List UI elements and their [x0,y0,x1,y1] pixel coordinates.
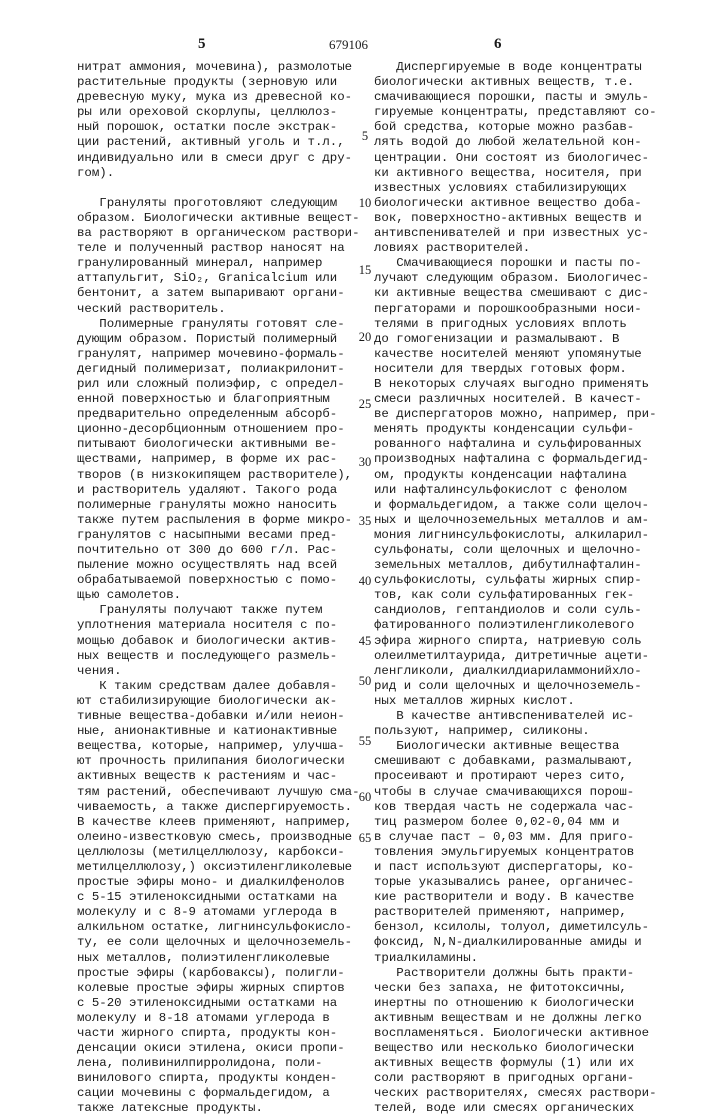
text-line: ленгликоли, диалкилдиариламмонийхло- [374,664,674,679]
text-line: торые указывались ранее, органичес- [374,875,674,890]
text-line: образом. Биологически активные вещест- [77,211,369,226]
text-line: енной поверхностью и благоприятным [77,392,369,407]
text-line: менять продукты конденсации сульфи- [374,422,674,437]
text-line: ческих растворителях, смесях раствори- [374,1086,674,1101]
text-line: и паст используют диспергаторы, ко- [374,860,674,875]
text-line: олеино-известковую смесь, производные [77,830,369,845]
text-line: нитрат аммония, мочевина), размолотые [77,60,369,75]
text-line: теле и полученный раствор наносят на [77,241,369,256]
text-line: носители для твердых готовых форм. [374,362,674,377]
text-line: Грануляты проготовляют следующим [77,196,369,211]
text-line: ции растений, активный уголь и т.л., [77,135,369,150]
line-number-marker: 35 [352,514,378,529]
patent-page [0,0,707,1000]
text-line: ва растворяют в органическом раствори- [77,226,369,241]
text-line: Растворители должны быть практи- [374,966,674,981]
line-number-marker: 45 [352,634,378,649]
left-text-column [77,60,369,1117]
text-line: Грануляты получают также путем [77,603,369,618]
text-line: пользуют, например, силиконы. [374,724,674,739]
line-number-marker: 20 [352,330,378,345]
text-line: лучают следующим образом. Биологичес- [374,271,674,286]
text-line: биологически активное вещество доба- [374,196,674,211]
text-line: сандиолов, гептандиолов и соли суль- [374,603,674,618]
text-line: растворителей применяют, например, [374,905,674,920]
line-number-marker: 55 [352,734,378,749]
text-line: аттапульгит, SiO₂, Granicalcium или [77,271,369,286]
text-line: гируемые концентраты, представляют со- [374,105,674,120]
text-line: ом, продукты конденсации нафталина [374,468,674,483]
text-line: простые эфиры моно- и диалкилфенолов [77,875,369,890]
text-line: метилцеллюлозу,) оксиэтиленгликолевые [77,860,369,875]
text-line: соли растворяют в пригодных органи- [374,1071,674,1086]
text-line: биологически активных веществ, т.е. [374,75,674,90]
text-line: ных и щелочноземельных металлов и ам- [374,513,674,528]
text-line: мощью добавок и биологически актив- [77,634,369,649]
text-line: бентонит, а затем выпаривают органи- [77,286,369,301]
text-line: гранулированный минерал, например [77,256,369,271]
text-line: с 5-20 этиленоксидными остатками на [77,996,369,1011]
text-line: сульфокислоты, сульфаты жирных спир- [374,573,674,588]
text-line: смачивающиеся порошки, пасты и эмуль- [374,90,674,105]
text-line: В качестве антивспенивателей ис- [374,709,674,724]
text-line: растительные продукты (зерновую или [77,75,369,90]
text-line: вещество или несколько биологически [374,1041,674,1056]
text-line: качестве носителей меняют упомянутые [374,347,674,362]
text-line: активным веществам и не должны легко [374,1011,674,1026]
text-line: ки активного вещества, носителя, при [374,166,674,181]
line-number-marker: 65 [352,831,378,846]
patent-number: 679106 [329,37,368,53]
text-line: В качестве клеев применяют, например, [77,815,369,830]
text-line: почтительно от 300 до 600 г/л. Рас- [77,543,369,558]
text-line: мония лигнинсульфокислоты, алкиларил- [374,528,674,543]
text-line: ют стабилизирующие биологически ак- [77,694,369,709]
text-line: ных металлов, полиэтиленгликолевые [77,951,369,966]
text-line: винилового спирта, продукты конден- [77,1071,369,1086]
line-number-marker: 10 [352,196,378,211]
text-line: тиц размером более 0,02-0,04 мм и [374,815,674,830]
text-line: и растворитель удаляют. Такого рода [77,483,369,498]
text-line: ных веществ и последующего размель- [77,649,369,664]
text-line: ществами, например, в форме их рас- [77,452,369,467]
line-number-marker: 60 [352,790,378,805]
text-line: активных веществ формулы (1) или их [374,1056,674,1071]
text-line: чения. [77,664,369,679]
text-line: просеивают и протирают через сито, [374,769,674,784]
line-number-marker: 5 [352,129,378,144]
text-line: денсации окиси этилена, окиси пропи- [77,1041,369,1056]
text-line: Биологически активные вещества [374,739,674,754]
text-line: дегидный полимеризат, полиакрилонит- [77,362,369,377]
text-line: рид и соли щелочных и щелочноземель- [374,679,674,694]
text-line: олеилметилтаурида, дитретичные ацети- [374,649,674,664]
text-line: бензол, ксилолы, толуол, диметилсуль- [374,920,674,935]
text-line: сации мочевины с формальдегидом, а [77,1086,369,1101]
text-line: молекулу и 8-18 атомами углерода в [77,1011,369,1026]
text-line: тов, как соли сульфатированных гек- [374,588,674,603]
text-line: фоксид, N,N-диалкилированные амиды и [374,935,674,950]
text-line: до гомогенизации и размалывают. В [374,332,674,347]
text-line: рованного нафталина и сульфированных [374,437,674,452]
text-line: ков твердая часть не содержала час- [374,800,674,815]
text-line: инертны по отношению к биологически [374,996,674,1011]
text-line: питывают биологически активными ве- [77,437,369,452]
text-line: кие растворители и воду. В качестве [374,890,674,905]
text-line: и формальдегидом, а также соли щелоч- [374,498,674,513]
text-line: Смачивающиеся порошки и пасты по- [374,256,674,271]
text-line: также латексные продукты. [77,1101,369,1116]
text-line: ных металлов жирных кислот. [374,694,674,709]
text-line: полимерные грануляты можно наносить [77,498,369,513]
text-line: или нафталинсульфокислот с фенолом [374,483,674,498]
text-line: творов (в низкокипящем растворителе), [77,468,369,483]
text-line: тивные вещества-добавки и/или неион- [77,709,369,724]
text-line: с 5-15 этиленоксидными остатками на [77,890,369,905]
text-line: пергаторами и порошкообразными носи- [374,302,674,317]
text-line: древесную муку, мука из древесной ко- [77,90,369,105]
text-line: чески без запаха, не фитотоксичны, [374,981,674,996]
text-line: в случае паст – 0,03 мм. Для приго- [374,830,674,845]
text-line: производных нафталина с формальдегид- [374,452,674,467]
text-line: ки активные вещества смешивают с дис- [374,286,674,301]
page-number-right: 6 [494,36,502,53]
text-line: бой средства, которые можно разбав- [374,120,674,135]
text-line [77,181,369,196]
text-line: Диспергируемые в воде концентраты [374,60,674,75]
text-line: простые эфиры (карбоваксы), полигли- [77,966,369,981]
text-line: лять водой до любой желательной кон- [374,135,674,150]
text-line: чтобы в случае смачивающихся порош- [374,785,674,800]
text-line: алкильном остатке, лигнинсульфокисло- [77,920,369,935]
text-line: товления эмульгируемых концентратов [374,845,674,860]
text-line: ловиях растворителей. [374,241,674,256]
text-line: гом). [77,166,369,181]
text-line: вок, поверхностно-активных веществ и [374,211,674,226]
line-number-marker: 40 [352,574,378,589]
text-line: чиваемость, а также диспергируемость. [77,800,369,815]
text-line: известных условиях стабилизирующих [374,181,674,196]
text-line: гранулятов с насыпными весами пред- [77,528,369,543]
text-line: обрабатываемой поверхностью с помо- [77,573,369,588]
text-line: центрации. Они состоят из биологичес- [374,151,674,166]
text-line: ный порошок, остатки после экстрак- [77,120,369,135]
text-line: уплотнения материала носителя с по- [77,618,369,633]
text-line: телями в пригодных условиях вплоть [374,317,674,332]
text-line: целлюлозы (метилцеллюлозу, карбокси- [77,845,369,860]
text-line: части жирного спирта, продукты кон- [77,1026,369,1041]
text-line: молекулу и с 8-9 атомами углерода в [77,905,369,920]
text-line: щью самолетов. [77,588,369,603]
text-line: дующим образом. Пористый полимерный [77,332,369,347]
text-line: К таким средствам далее добавля- [77,679,369,694]
text-line: сульфонаты, соли щелочных и щелочно- [374,543,674,558]
text-line: ционно-десорбционным отношением про- [77,422,369,437]
text-line: смешивают с добавками, размалывают, [374,754,674,769]
line-number-marker: 50 [352,674,378,689]
page-number-left: 5 [198,36,206,53]
text-line: ные, анионактивные и катионактивные [77,724,369,739]
text-line: телей, воде или смесях органических [374,1101,674,1116]
text-line: фатированного полиэтиленгликолевого [374,618,674,633]
text-line: воспламеняться. Биологически активное [374,1026,674,1041]
text-line: лена, поливинилпирролидона, поли- [77,1056,369,1071]
text-line: ры или ореховой скорлупы, целлюлоз- [77,105,369,120]
text-line: индивидуально или в смеси друг с дру- [77,151,369,166]
text-line: вещества, которые, например, улучша- [77,739,369,754]
text-line: гранулят, например мочевино-формаль- [77,347,369,362]
text-line: смеси различных носителей. В качест- [374,392,674,407]
line-number-marker: 25 [352,397,378,412]
text-line: триалкиламины. [374,951,674,966]
text-line: В некоторых случаях выгодно применять [374,377,674,392]
text-line: колевые простые эфиры жирных спиртов [77,981,369,996]
text-line: рил или сложный полиэфир, с определ- [77,377,369,392]
text-line: предварительно определенным абсорб- [77,407,369,422]
text-line: земельных металлов, дибутилнафталин- [374,558,674,573]
text-line: также путем распыления в форме микро- [77,513,369,528]
text-line: эфира жирного спирта, натриевую соль [374,634,674,649]
text-line: ве диспергаторов можно, например, при- [374,407,674,422]
text-line: антивспенивателей и при известных ус- [374,226,674,241]
text-line: пыление можно осуществлять над всей [77,558,369,573]
text-line: ческий растворитель. [77,302,369,317]
text-line: тям растений, обеспечивают лучшую сма- [77,785,369,800]
line-number-marker: 30 [352,455,378,470]
text-line: Полимерные грануляты готовят сле- [77,317,369,332]
line-number-marker: 15 [352,263,378,278]
right-text-column [374,60,674,1117]
text-line: ют прочность прилипания биологически [77,754,369,769]
text-line: ту, ее соли щелочных и щелочноземель- [77,935,369,950]
text-line: активных веществ к растениям и час- [77,769,369,784]
